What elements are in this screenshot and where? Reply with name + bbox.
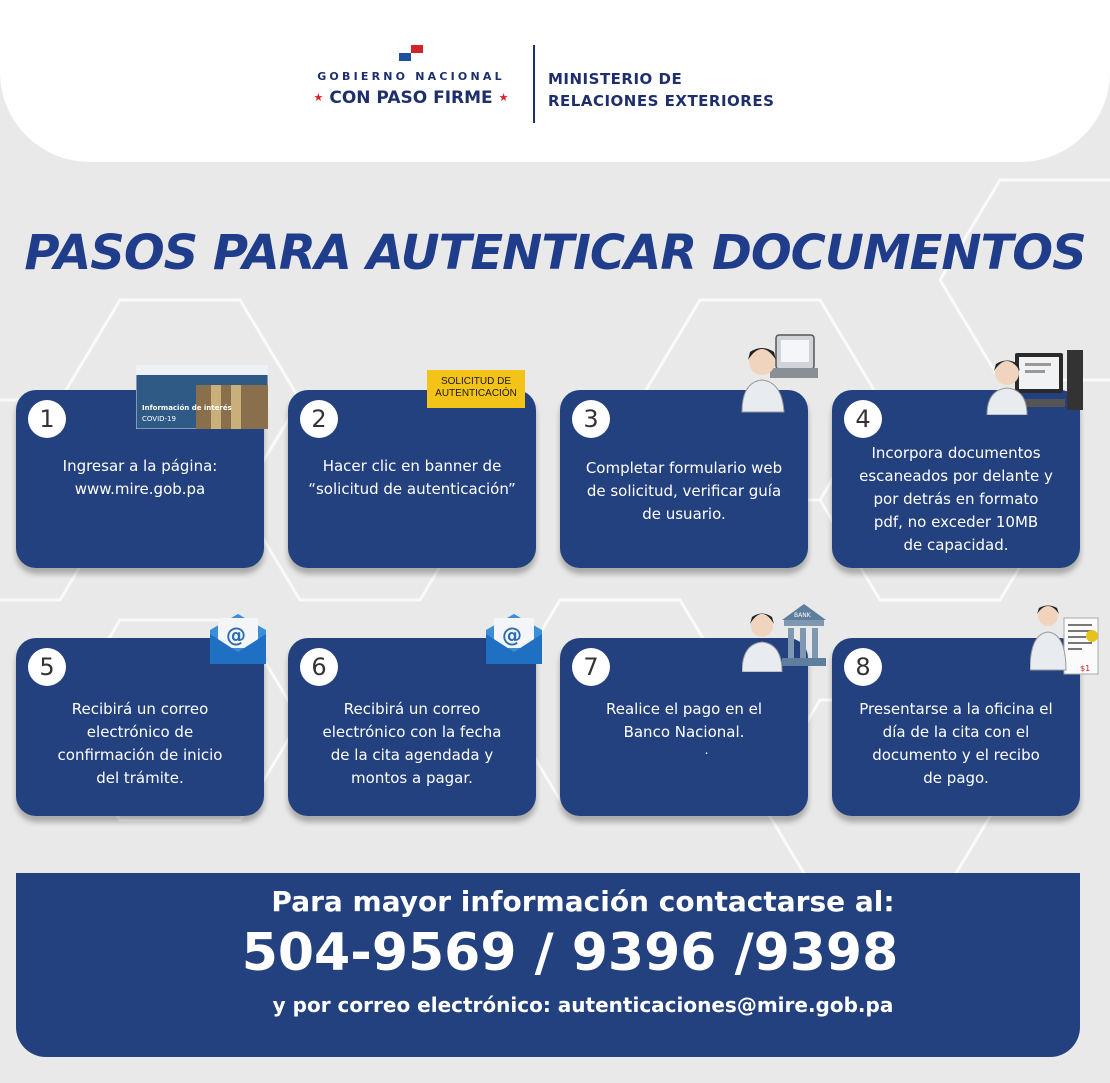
svg-text:@: @ xyxy=(226,623,246,647)
step-text: Realice el pago en el Banco Nacional. . xyxy=(606,700,762,757)
panama-flag-icon xyxy=(399,45,423,61)
step-text: Incorpora documentos escaneados por delante y por detrás en formato pdf, no exceder 10MB de capacidad. xyxy=(859,444,1053,554)
svg-text:COVID-19: COVID-19 xyxy=(142,415,176,423)
svg-text:BANK: BANK xyxy=(794,612,811,619)
step-card-2 xyxy=(288,390,536,568)
header xyxy=(0,0,1110,162)
step-number: 6 xyxy=(300,648,338,686)
step-text: Completar formulario web de solicitud, verificar guía de usuario. xyxy=(585,459,783,523)
person-computer-icon xyxy=(985,345,1085,415)
step-text: Recibirá un correo electrónico con la fecha de la cita agendada y montos a pagar. xyxy=(322,700,502,787)
contact-phones[interactable]: 504-9569 / 9396 /9398 xyxy=(241,923,899,983)
page-title: PASOS PARA AUTENTICAR DOCUMENTOS xyxy=(24,225,1086,281)
website-screenshot-icon xyxy=(136,365,268,429)
step-text: Recibirá un correo electrónico de confirmación de inicio del trámite. xyxy=(57,700,223,787)
step-text: Presentarse a la oficina el día de la cita con el documento y el recibo de pago. xyxy=(859,700,1053,787)
step-text: Ingresar a la página: www.mire.gob.pa xyxy=(62,457,218,498)
svg-text:Información de interés: Información de interés xyxy=(142,404,232,412)
ministry-line1: MINISTERIO DE xyxy=(548,70,683,88)
step-card-3 xyxy=(560,390,808,568)
email-icon xyxy=(206,610,270,670)
contact-heading: Para mayor información contactarse al: xyxy=(271,885,895,918)
person-bank-icon xyxy=(742,598,828,672)
contact-footer xyxy=(16,873,1080,1057)
solicitud-banner-icon: SOLICITUD DE AUTENTICACIÓN xyxy=(427,370,525,408)
step-number: 3 xyxy=(572,400,610,438)
red-star-icon: ★ xyxy=(498,91,509,104)
ministry-name xyxy=(548,68,774,112)
person-laptop-icon xyxy=(740,330,820,414)
svg-text:@: @ xyxy=(502,623,522,647)
contact-email[interactable]: y por correo electrónico: autenticaciones@mire.gob.pa xyxy=(272,993,894,1017)
step-number: 7 xyxy=(572,648,610,686)
step-text: Hacer clic en banner de “solicitud de autenticación” xyxy=(308,457,516,498)
step-number: 4 xyxy=(844,400,882,438)
step-number: 8 xyxy=(844,648,882,686)
step-number: 5 xyxy=(28,648,66,686)
header-divider xyxy=(533,45,535,123)
red-star-icon: ★ xyxy=(313,91,324,104)
step-card-4 xyxy=(832,390,1080,568)
svg-text:$1: $1 xyxy=(1080,664,1091,673)
email-icon xyxy=(482,610,546,670)
step-number: 2 xyxy=(300,400,338,438)
government-line2 xyxy=(300,88,522,108)
ministry-line2: RELACIONES EXTERIORES xyxy=(548,92,775,110)
person-receipt-icon xyxy=(1030,598,1106,678)
step-number: 1 xyxy=(28,400,66,438)
government-line1: GOBIERNO NACIONAL xyxy=(317,70,505,83)
government-slogan: CON PASO FIRME xyxy=(329,88,493,108)
